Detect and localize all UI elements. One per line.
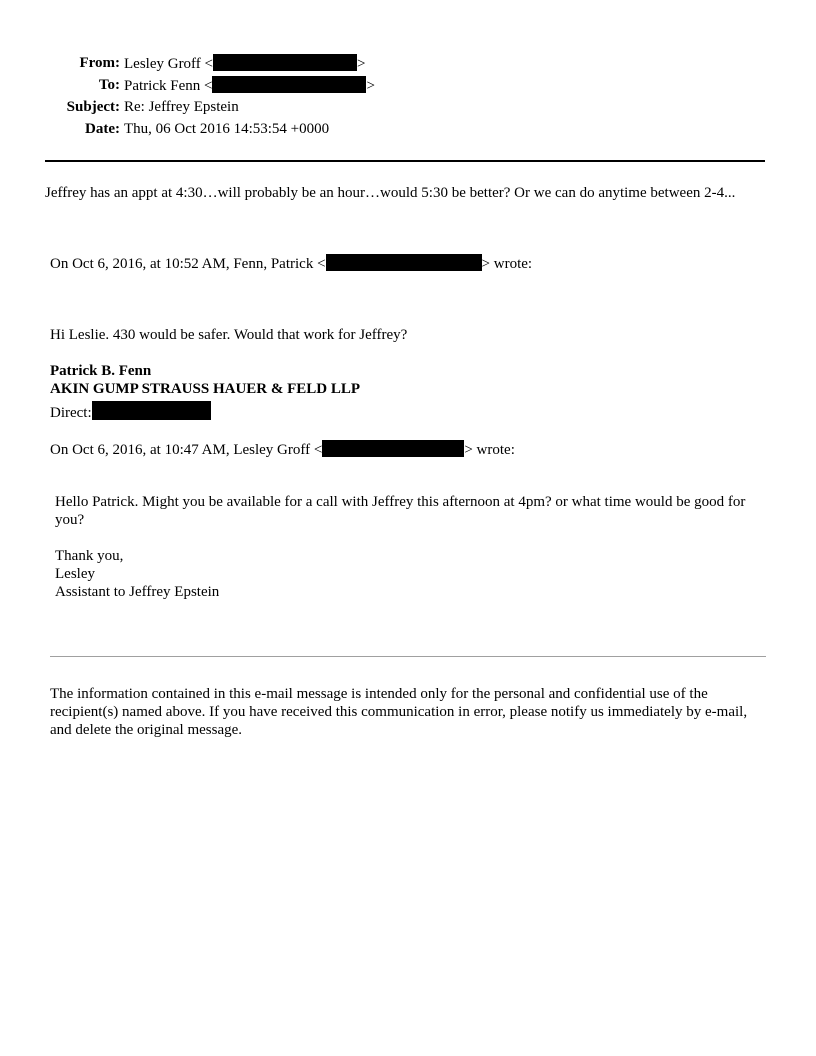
disclaimer-divider (50, 656, 766, 657)
reply-text: Jeffrey has an appt at 4:30…will probably be an hour…would 5:30 be better? Or we can do anytime between 2-4... (45, 185, 736, 201)
from-value: Lesley Groff < > (124, 56, 366, 72)
from-label: From: (79, 55, 120, 71)
redaction-block (212, 76, 366, 93)
subject-label: Subject: (66, 99, 120, 115)
disclaimer-text: The information contained in this e-mail message is intended only for the personal and confidential use of the recipient(s) named above. If you have received this communication in error, please notify us immediately by e-mail, and delete the original message. (50, 686, 748, 738)
redaction-block (92, 401, 211, 420)
fenn-message: Hi Leslie. 430 would be safer. Would that work for Jeffrey? (50, 327, 408, 343)
header-divider (45, 160, 765, 162)
redaction-block (326, 254, 482, 271)
signature-direct: Direct: (50, 401, 211, 422)
groff-message: Hello Patrick. Might you be available for a call with Jeffrey this afternoon at 4pm? or what time would be good for you? (55, 494, 746, 528)
quote2-attribution: On Oct 6, 2016, at 10:47 AM, Lesley Groff < > wrote: (50, 442, 515, 458)
closing-name: Lesley (55, 566, 95, 582)
redaction-block (213, 54, 357, 71)
closing-title: Assistant to Jeffrey Epstein (55, 584, 220, 600)
redaction-block (322, 440, 464, 457)
date-value: Thu, 06 Oct 2016 14:53:54 +0000 (124, 121, 330, 137)
subject-value: Re: Jeffrey Epstein (124, 99, 239, 115)
closing-thanks: Thank you, (55, 548, 124, 564)
email-header (0, 54, 500, 144)
to-label: To: (98, 77, 120, 93)
date-label: Date: (85, 121, 120, 137)
signature-name: Patrick B. Fenn (50, 363, 152, 379)
signature-firm: AKIN GUMP STRAUSS HAUER & FELD LLP (50, 381, 361, 397)
to-value: Patrick Fenn < > (124, 78, 375, 94)
quote1-attribution: On Oct 6, 2016, at 10:52 AM, Fenn, Patrick < > wrote: (50, 256, 533, 272)
